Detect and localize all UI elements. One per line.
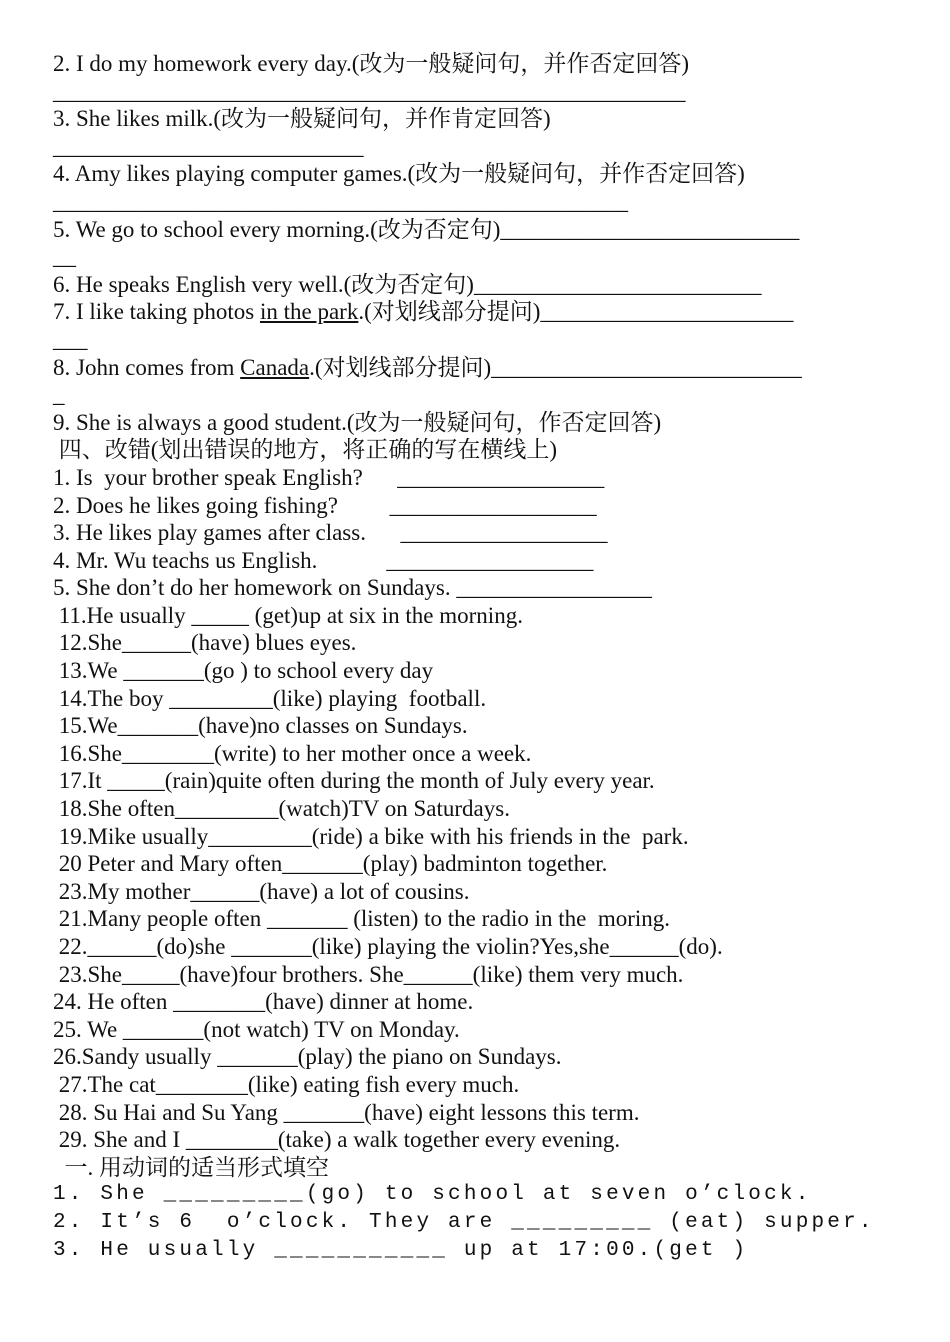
exercise-line: [53, 354, 903, 382]
exercise-line: 20 Peter and Mary often_______(play) badminton together.: [53, 851, 608, 877]
exercise-text: 8. John comes from: [53, 354, 241, 380]
underlined-phrase: Canada: [240, 354, 310, 380]
answer-blank: __: [53, 244, 76, 270]
exercise-line: 2. Does he likes going fishing? __________________: [53, 492, 597, 518]
exercise-line: 3. He likes play games after class. __________________: [53, 520, 608, 546]
exercise-line: 29. She and I ________(take) a walk together every evening.: [53, 1127, 621, 1153]
exercise-line: 18.She often_________(watch)TV on Saturdays.: [53, 796, 510, 822]
exercise-line: 2. I do my homework every day.(改为一般疑问句，并作否定回答): [53, 51, 690, 76]
exercise-line: 3. She likes milk.(改为一般疑问句，并作肯定回答): [53, 106, 551, 132]
exercise-line: 16.She________(write) to her mother once a week.: [53, 740, 532, 766]
exercise-text: .(对划线部分提问)___________________________: [309, 354, 802, 380]
exercise-line: [53, 298, 903, 326]
answer-blank: _______________________________________________________: [53, 78, 686, 104]
exercise-line: 4. Mr. Wu teachs us English. __________________: [53, 547, 594, 573]
answer-blank: _: [53, 382, 65, 408]
exercise-text: .(对划线部分提问)______________________: [358, 299, 794, 325]
exercise-line: 9. She is always a good student.(改为一般疑问句，作否定回答): [53, 409, 662, 435]
exercise-line: 25. We _______(not watch) TV on Monday.: [53, 1016, 460, 1042]
exercise-line: 12.She______(have) blues eyes.: [53, 630, 357, 656]
exercise-line: 3. He usually ___________ up at 17:00.(get ): [53, 1238, 749, 1262]
exercise-line: 23.She_____(have)four brothers. She______(like) them very much.: [53, 961, 684, 987]
exercise-line: 2. It’s 6 o’clock. They are _________ (eat) supper.: [53, 1210, 875, 1234]
exercise-line: 21.Many people often _______ (listen) to the radio in the moring.: [53, 906, 671, 932]
exercise-line: 11.He usually _____ (get)up at six in the morning.: [53, 602, 523, 628]
worksheet: [53, 50, 903, 1264]
exercise-line: 5. She don’t do her homework on Sundays. _________________: [53, 575, 652, 601]
exercise-text: 7. I like taking photos: [53, 299, 260, 325]
exercise-line: 1. She _________(go) to school at seven o’clock.: [53, 1183, 812, 1207]
exercise-line: 24. He often ________(have) dinner at home.: [53, 989, 474, 1015]
exercise-line: 5. We go to school every morning.(改为否定句)__________________________: [53, 216, 800, 242]
section-heading: 四、改错(划出错误的地方，将正确的写在横线上): [53, 437, 558, 463]
exercise-line: 26.Sandy usually _______(play) the piano on Sundays.: [53, 1044, 562, 1070]
exercise-line: 28. Su Hai and Su Yang _______(have) eight lessons this term.: [53, 1099, 640, 1125]
answer-blank: ___: [53, 326, 88, 352]
exercise-line: 4. Amy likes playing computer games.(改为一般疑问句，并作否定回答): [53, 161, 745, 187]
answer-blank: __________________________________________________: [53, 188, 628, 214]
exercise-line: 6. He speaks English very well.(改为否定句)_________________________: [53, 271, 762, 297]
exercise-line: 17.It _____(rain)quite often during the month of July every year.: [53, 768, 655, 794]
answer-blank: ___________________________: [53, 133, 364, 159]
underlined-phrase: in the park: [259, 299, 359, 325]
exercise-line: 19.Mike usually_________(ride) a bike with his friends in the park.: [53, 823, 689, 849]
section-heading: 一. 用动词的适当形式填空: [53, 1154, 329, 1180]
exercise-line: 13.We _______(go ) to school every day: [53, 658, 434, 684]
exercise-line: 27.The cat________(like) eating fish every much.: [53, 1071, 520, 1097]
exercise-line: 23.My mother______(have) a lot of cousins.: [53, 878, 470, 904]
exercise-line: 14.The boy _________(like) playing football.: [53, 685, 487, 711]
exercise-line: 15.We_______(have)no classes on Sundays.: [53, 713, 468, 739]
exercise-line: 22.______(do)she _______(like) playing the violin?Yes,she______(do).: [53, 934, 723, 959]
exercise-line: 1. Is your brother speak English? __________________: [53, 464, 605, 490]
